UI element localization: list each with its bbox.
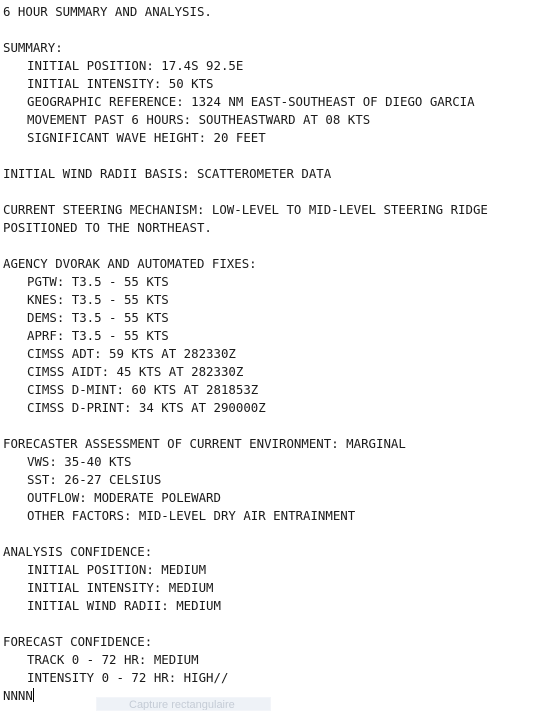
section-heading-forecast-confidence: FORECAST CONFIDENCE:	[3, 634, 153, 649]
text-line: GEOGRAPHIC REFERENCE: 1324 NM EAST-SOUTHEAST OF DIEGO GARCIA	[27, 94, 475, 109]
text-line: CIMSS D-MINT: 60 KTS AT 281853Z	[27, 382, 259, 397]
text-line: CIMSS D-PRINT: 34 KTS AT 290000Z	[27, 400, 266, 415]
section-heading-analysis-confidence: ANALYSIS CONFIDENCE:	[3, 544, 153, 559]
section-heading-environment: FORECASTER ASSESSMENT OF CURRENT ENVIRONMENT: MARGINAL	[3, 436, 406, 451]
text-line: PGTW: T3.5 - 55 KTS	[27, 274, 169, 289]
text-line: DEMS: T3.5 - 55 KTS	[27, 310, 169, 325]
text-line: INITIAL POSITION: 17.4S 92.5E	[27, 58, 244, 73]
text-line: INITIAL INTENSITY: 50 KTS	[27, 76, 214, 91]
text-line: OTHER FACTORS: MID-LEVEL DRY AIR ENTRAINMENT	[27, 508, 356, 523]
text-line: INITIAL WIND RADII BASIS: SCATTEROMETER DATA	[3, 166, 332, 181]
text-line: SST: 26-27 CELSIUS	[27, 472, 162, 487]
text-line: INTENSITY 0 - 72 HR: HIGH//	[27, 670, 229, 685]
text-line: CIMSS ADT: 59 KTS AT 282330Z	[27, 346, 236, 361]
text-line: INITIAL WIND RADII: MEDIUM	[27, 598, 221, 613]
blank-line	[3, 237, 555, 255]
doc-title: 6 HOUR SUMMARY AND ANALYSIS.	[3, 4, 212, 19]
section-heading-fixes: AGENCY DVORAK AND AUTOMATED FIXES:	[3, 256, 257, 271]
text-line: INITIAL POSITION: MEDIUM	[27, 562, 207, 577]
text-line: VWS: 35-40 KTS	[27, 454, 132, 469]
blank-line	[3, 417, 555, 435]
text-document[interactable]	[3, 3, 555, 705]
blank-line	[3, 615, 555, 633]
end-marker-text: NNNN	[3, 688, 33, 703]
capture-tooltip: Capture rectangulaire	[96, 697, 271, 711]
blank-line	[3, 525, 555, 543]
section-heading-summary: SUMMARY:	[3, 40, 63, 55]
text-caret	[33, 688, 34, 702]
blank-line	[3, 147, 555, 165]
text-line: CIMSS AIDT: 45 KTS AT 282330Z	[27, 364, 244, 379]
text-line: KNES: T3.5 - 55 KTS	[27, 292, 169, 307]
blank-line	[3, 21, 555, 39]
text-line: OUTFLOW: MODERATE POLEWARD	[27, 490, 221, 505]
blank-line	[3, 183, 555, 201]
text-line: APRF: T3.5 - 55 KTS	[27, 328, 169, 343]
text-line: CURRENT STEERING MECHANISM: LOW-LEVEL TO MID-LEVEL STEERING RIDGE	[3, 202, 488, 217]
text-line: MOVEMENT PAST 6 HOURS: SOUTHEASTWARD AT 08 KTS	[27, 112, 371, 127]
text-line: SIGNIFICANT WAVE HEIGHT: 20 FEET	[27, 130, 266, 145]
text-line: INITIAL INTENSITY: MEDIUM	[27, 580, 214, 595]
text-line: POSITIONED TO THE NORTHEAST.	[3, 220, 212, 235]
text-line: TRACK 0 - 72 HR: MEDIUM	[27, 652, 199, 667]
end-marker-line	[3, 687, 555, 705]
